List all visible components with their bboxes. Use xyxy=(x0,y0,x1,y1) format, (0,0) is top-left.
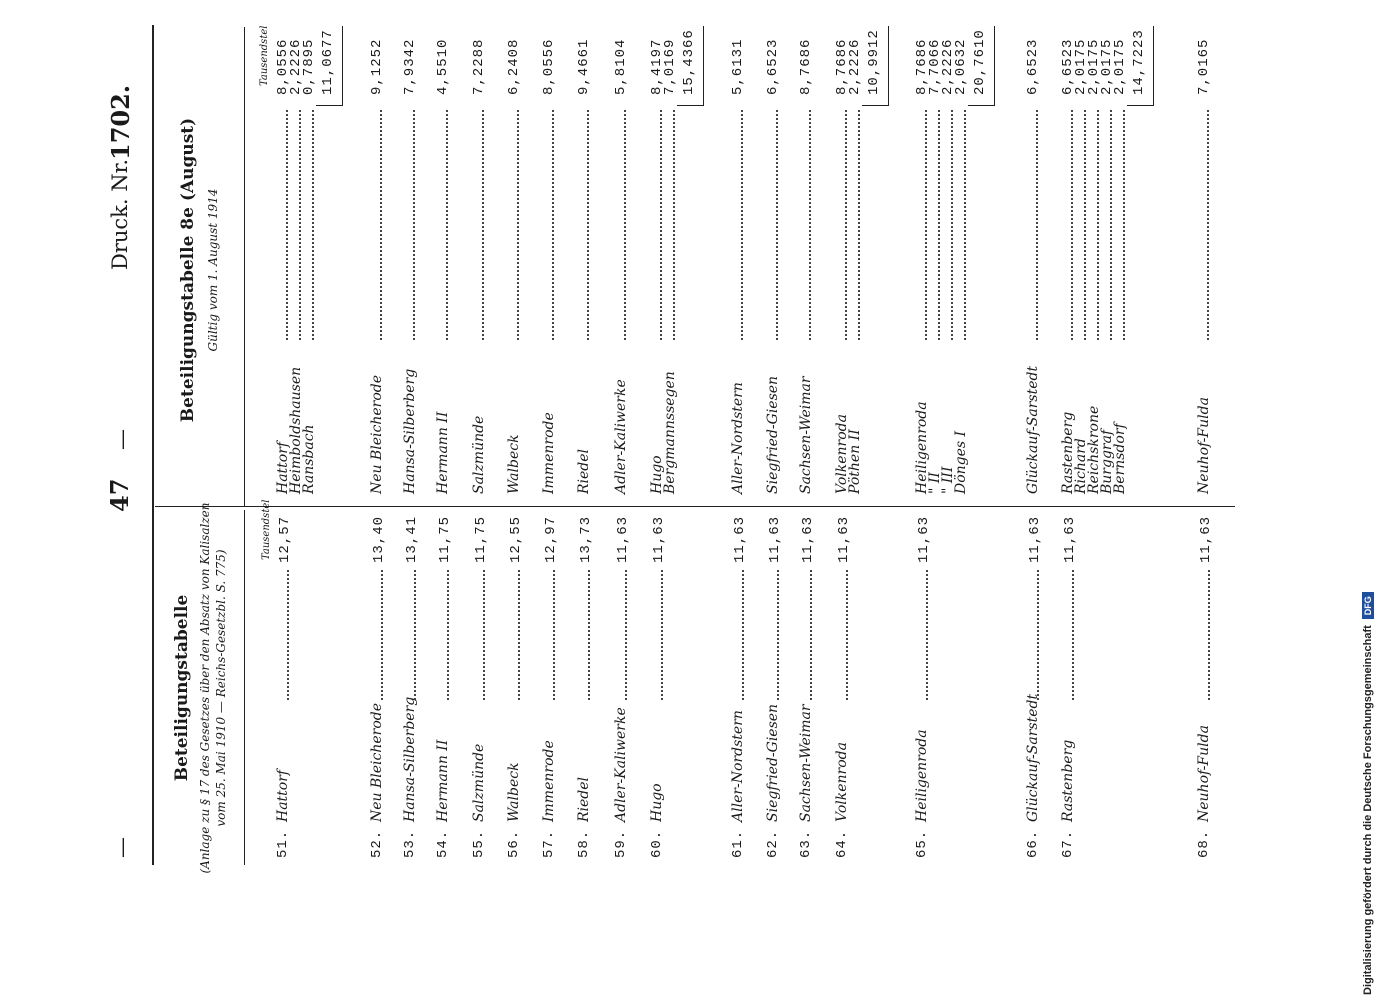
plant-value: 9,4661 xyxy=(576,38,592,95)
plant-value: 8,7686 xyxy=(798,38,814,95)
digitization-credit xyxy=(1362,0,1383,995)
dot-leader xyxy=(286,110,288,340)
location-name: Adler-Kaliwerke xyxy=(613,707,629,822)
dot-leader xyxy=(1123,110,1125,340)
dot-leader xyxy=(588,570,590,700)
quota-value: 11,63 xyxy=(836,515,852,563)
plant-name: Hermann II xyxy=(435,411,451,494)
location-name: Glückauf-Sarstedt xyxy=(1025,693,1041,822)
plant-name: Riedel xyxy=(576,448,592,494)
left-unit-label: Tausendstel xyxy=(261,499,272,560)
plant-name: Adler-Kaliwerke xyxy=(613,379,629,494)
plant-name: Richard xyxy=(1073,438,1089,494)
plant-value: 2,0175 xyxy=(1112,38,1128,95)
dot-leader xyxy=(587,110,589,340)
location-name: Walbeck xyxy=(506,762,522,822)
location-name: Hattorf xyxy=(275,769,291,822)
plant-name: Heimboldshausen xyxy=(288,366,304,494)
plant-value: 7,2288 xyxy=(471,38,487,95)
credit-text: Digitalisierung gefördert durch die Deutsche Forschungsgemeinschaft xyxy=(1362,625,1374,995)
dot-leader xyxy=(660,110,662,340)
plant-name: Pöthen II xyxy=(847,429,863,494)
plant-value: 8,4197 xyxy=(649,38,665,95)
plant-name: Ransbach xyxy=(301,424,317,494)
dot-leader xyxy=(1208,570,1210,700)
dot-leader xyxy=(414,570,416,700)
plant-value: 2,0175 xyxy=(1086,38,1102,95)
dot-leader xyxy=(964,110,966,340)
plant-value: 8,0556 xyxy=(541,38,557,95)
dot-leader xyxy=(810,570,812,700)
page-number: 47 xyxy=(105,478,134,512)
location-name: Siegfried-Giesen xyxy=(765,703,781,822)
total-bracket xyxy=(677,105,703,106)
plant-name: Burggraf xyxy=(1099,429,1115,494)
dot-leader xyxy=(287,570,289,700)
quota-value: 12,57 xyxy=(277,515,293,563)
location-name: Aller-Nordstern xyxy=(730,710,746,822)
plant-value: 5,6131 xyxy=(730,38,746,95)
right-table-title: Beteiligungstabelle 8e (August) xyxy=(178,117,198,423)
right-table-subtitle: Gültig vom 1. August 1914 xyxy=(206,188,220,352)
dot-leader xyxy=(483,570,485,700)
dfg-logo-icon: DFG xyxy=(1362,592,1374,619)
dot-leader xyxy=(1110,110,1112,340)
dot-leader xyxy=(846,570,848,700)
dot-leader xyxy=(742,570,744,700)
plant-name: Siegfried-Giesen xyxy=(765,375,781,494)
column-separator xyxy=(155,506,1235,507)
row-number: 54. xyxy=(435,829,451,858)
plant-name: Aller-Nordstern xyxy=(730,382,746,494)
row-number: 66. xyxy=(1025,829,1041,858)
header-dash-right: — xyxy=(110,429,134,450)
row-number: 62. xyxy=(765,829,781,858)
row-number: 57. xyxy=(541,829,557,858)
dot-leader xyxy=(741,110,743,340)
row-number: 55. xyxy=(471,829,487,858)
plant-value: 6,6523 xyxy=(1060,38,1076,95)
group-total: 15,4366 xyxy=(681,29,697,95)
dot-leader xyxy=(517,110,519,340)
plant-value: 2,2226 xyxy=(940,38,956,95)
dot-leader xyxy=(299,110,301,340)
dot-leader xyxy=(1037,570,1039,700)
plant-name: Volkenroda xyxy=(834,414,850,494)
quota-value: 11,63 xyxy=(1062,515,1078,563)
dot-leader xyxy=(413,110,415,340)
quota-value: 11,63 xyxy=(767,515,783,563)
location-name: Hugo xyxy=(649,783,665,822)
total-bracket xyxy=(316,105,342,106)
dot-leader xyxy=(446,110,448,340)
row-number: 60. xyxy=(649,829,665,858)
dot-leader xyxy=(625,570,627,700)
quota-value: 11,63 xyxy=(1198,515,1214,563)
dot-leader xyxy=(673,110,675,340)
plant-value: 2,2226 xyxy=(847,38,863,95)
row-number: 56. xyxy=(506,829,522,858)
dot-leader xyxy=(624,110,626,340)
plant-name: Rastenberg xyxy=(1060,411,1076,494)
dot-leader xyxy=(776,110,778,340)
right-unit-label: Tausendstel xyxy=(259,25,270,86)
plant-value: 4,5510 xyxy=(435,38,451,95)
row-number: 61. xyxy=(730,829,746,858)
location-name: Salzmünde xyxy=(471,743,487,822)
group-total: 14,7223 xyxy=(1131,29,1147,95)
dot-leader xyxy=(553,570,555,700)
plant-value: 6,6523 xyxy=(1025,38,1041,95)
quota-value: 13,41 xyxy=(404,515,420,563)
dot-leader xyxy=(938,110,940,340)
row-number: 64. xyxy=(834,829,850,858)
quota-value: 11,63 xyxy=(800,515,816,563)
dot-leader xyxy=(1084,110,1086,340)
total-underline xyxy=(994,26,995,106)
dot-leader xyxy=(858,110,860,340)
group-total: 20,7610 xyxy=(972,29,988,95)
dot-leader xyxy=(380,110,382,340)
total-underline xyxy=(342,26,343,106)
location-name: Neuhof-Fulda xyxy=(1196,725,1212,822)
plant-name: Heiligenroda xyxy=(914,401,930,494)
plant-value: 7,0169 xyxy=(662,38,678,95)
location-name: Immenrode xyxy=(541,740,557,822)
dot-leader xyxy=(661,570,663,700)
quota-value: 11,63 xyxy=(732,515,748,563)
left-table-subtitle-1: (Anlage zu § 17 des Gesetzes über den Absatz von Kalisalzen xyxy=(198,502,212,874)
plant-name: Neuhof-Fulda xyxy=(1196,397,1212,494)
dot-leader xyxy=(381,570,383,700)
dot-leader xyxy=(1036,110,1038,340)
row-number: 67. xyxy=(1060,829,1076,858)
row-number: 65. xyxy=(914,829,930,858)
dot-leader xyxy=(777,570,779,700)
header-dash-left: — xyxy=(110,837,134,858)
plant-name: Dönges I xyxy=(953,430,969,494)
dot-leader xyxy=(925,110,927,340)
dot-leader xyxy=(1071,110,1073,340)
quota-value: 12,55 xyxy=(508,515,524,563)
row-number: 53. xyxy=(402,829,418,858)
dot-leader xyxy=(312,110,314,340)
plant-name: Bergmannssegen xyxy=(662,371,678,494)
plant-name: Bernsdorf xyxy=(1112,423,1128,494)
plant-value: 6,2408 xyxy=(506,38,522,95)
druck-number: 1702. xyxy=(106,84,135,160)
dot-leader xyxy=(1072,570,1074,700)
location-name: Riedel xyxy=(576,776,592,822)
plant-name: Hansa-Silberberg xyxy=(402,368,418,494)
row-number: 51. xyxy=(275,829,291,858)
plant-value: 2,0175 xyxy=(1099,38,1115,95)
plant-value: 8,7686 xyxy=(834,38,850,95)
druck-label: Druck. Nr. xyxy=(108,158,132,270)
total-underline xyxy=(1153,26,1154,106)
dot-leader xyxy=(447,570,449,700)
dot-leader xyxy=(926,570,928,700)
plant-name: Neu Bleicherode xyxy=(369,374,385,494)
plant-value: 8,7686 xyxy=(914,38,930,95)
dot-leader xyxy=(845,110,847,340)
total-bracket xyxy=(1127,105,1153,106)
plant-value: 2,2226 xyxy=(288,38,304,95)
plant-name: Hattorf xyxy=(275,441,291,494)
plant-name: Walbeck xyxy=(506,434,522,494)
row-number: 58. xyxy=(576,829,592,858)
right-header-rule xyxy=(244,27,245,507)
dot-leader xyxy=(552,110,554,340)
plant-value: 5,8104 xyxy=(613,38,629,95)
total-underline xyxy=(703,26,704,106)
left-table-subtitle-2: vom 25. Mai 1910 — Reichs-Gesetzbl. S. 775) xyxy=(214,549,228,827)
left-header-rule xyxy=(244,510,245,865)
plant-name: Immenrode xyxy=(541,412,557,494)
location-name: Rastenberg xyxy=(1060,739,1076,822)
left-table-title: Beteiligungstabelle xyxy=(172,594,192,782)
plant-name: Hugo xyxy=(649,455,665,494)
plant-value: 0,7895 xyxy=(301,38,317,95)
dot-leader xyxy=(951,110,953,340)
total-bracket xyxy=(862,105,888,106)
row-number: 68. xyxy=(1196,829,1212,858)
quota-value: 11,63 xyxy=(916,515,932,563)
plant-name: " III xyxy=(940,466,956,494)
quota-value: 11,75 xyxy=(473,515,489,563)
location-name: Heiligenroda xyxy=(914,729,930,822)
plant-value: 2,0175 xyxy=(1073,38,1089,95)
dot-leader xyxy=(1207,110,1209,340)
quota-value: 12,97 xyxy=(543,515,559,563)
plant-value: 7,0165 xyxy=(1196,38,1212,95)
quota-value: 11,63 xyxy=(1027,515,1043,563)
plant-value: 9,1252 xyxy=(369,38,385,95)
row-number: 63. xyxy=(798,829,814,858)
quota-value: 11,63 xyxy=(615,515,631,563)
plant-value: 2,0632 xyxy=(953,38,969,95)
plant-value: 7,9342 xyxy=(402,38,418,95)
quota-value: 13,73 xyxy=(578,515,594,563)
location-name: Sachsen-Weimar xyxy=(798,704,814,822)
plant-value: 7,7066 xyxy=(927,38,943,95)
location-name: Hansa-Silberberg xyxy=(402,696,418,822)
plant-value: 8,0556 xyxy=(275,38,291,95)
plant-name: Sachsen-Weimar xyxy=(798,376,814,494)
plant-value: 6,6523 xyxy=(765,38,781,95)
quota-value: 11,75 xyxy=(437,515,453,563)
location-name: Hermann II xyxy=(435,739,451,822)
total-underline xyxy=(888,26,889,106)
plant-name: Salzmünde xyxy=(471,415,487,494)
plant-name: Reichskrone xyxy=(1086,405,1102,494)
dot-leader xyxy=(518,570,520,700)
location-name: Volkenroda xyxy=(834,742,850,822)
group-total: 10,9912 xyxy=(866,29,882,95)
dot-leader xyxy=(809,110,811,340)
dot-leader xyxy=(482,110,484,340)
row-number: 52. xyxy=(369,829,385,858)
row-number: 59. xyxy=(613,829,629,858)
plant-name: " II xyxy=(927,472,943,494)
plant-name: Glückauf-Sarstedt xyxy=(1025,365,1041,494)
quota-value: 13,40 xyxy=(371,515,387,563)
dot-leader xyxy=(1097,110,1099,340)
table-top-rule xyxy=(152,25,154,865)
group-total: 11,0677 xyxy=(320,29,336,95)
total-bracket xyxy=(968,105,994,106)
location-name: Neu Bleicherode xyxy=(369,702,385,822)
quota-value: 11,63 xyxy=(651,515,667,563)
